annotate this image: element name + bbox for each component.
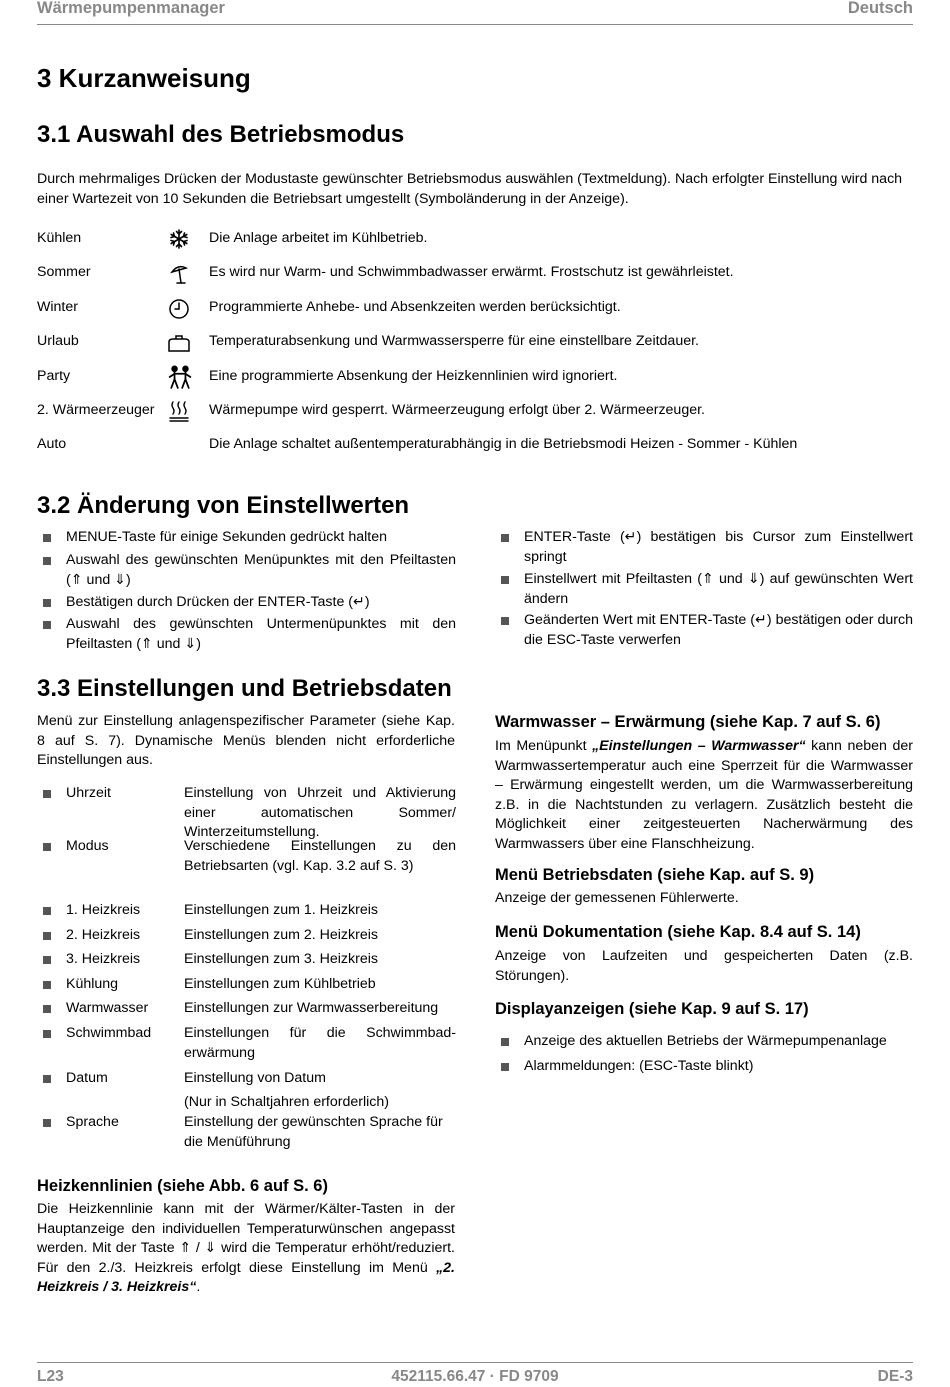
clock-icon <box>168 297 190 319</box>
parasol-icon <box>168 262 190 284</box>
page-header <box>37 0 913 25</box>
betriebsdaten-text: Anzeige der gemessenen Fühlerwerte. <box>495 890 739 906</box>
mode-name: Kühlen <box>37 230 82 246</box>
list-item: Anzeige des aktuellen Betriebs der Wärmepumpenanlage <box>524 1032 913 1052</box>
warmwasser-text <box>495 737 913 854</box>
menu-reference: „Einstellungen – Warmwasser“ <box>592 738 806 754</box>
settings-value: Einstellungen zur Warmwasserbereitung <box>184 1000 439 1016</box>
settings-key: 2. Heizkreis <box>66 927 141 943</box>
dokumentation-text: Anzeige von Laufzeiten und gespeicherten Daten (z.B. Störungen). <box>495 948 913 984</box>
menu-reference: „2. Heizkreis / 3. Heizkreis“ <box>37 1259 455 1295</box>
header-title: Wärmepumpenmanager <box>37 0 225 17</box>
settings-note: (Nur in Schaltjahren erforderlich) <box>184 1094 390 1110</box>
betriebsdaten-title: Menü Betriebsdaten (siehe Kap. auf S. 9) <box>495 866 815 884</box>
settings-key: Datum <box>66 1070 108 1086</box>
mode-description: Die Anlage arbeitet im Kühlbetrieb. <box>209 230 428 246</box>
header-language: Deutsch <box>847 0 913 17</box>
mode-row-winter <box>37 299 913 321</box>
page-footer <box>37 1362 913 1387</box>
mode-row-kuehlen <box>37 230 913 252</box>
mode-description: Wärmepumpe wird gesperrt. Wärmeerzeugung erfolgt über 2. Wärmeerzeuger. <box>209 402 705 418</box>
list-item: Alarmmeldungen: (ESC-Taste blinkt) <box>524 1057 913 1077</box>
list-item: ENTER-Taste (↵) bestätigen bis Cursor zum Einstellwert springt <box>524 528 913 567</box>
settings-key: 1. Heizkreis <box>66 902 141 918</box>
mode-description: Programmierte Anhebe- und Absenkzeiten werden berücksichtigt. <box>209 299 621 315</box>
mode-name: Party <box>37 368 71 384</box>
heizkennlinien-title: Heizkennlinien (siehe Abb. 6 auf S. 6) <box>37 1177 328 1195</box>
settings-key: Modus <box>66 838 109 854</box>
footer-document-number: 452115.66.47 · FD 9709 <box>391 1368 559 1385</box>
snowflake-icon <box>168 228 190 250</box>
section-3-1-title: 3.1 Auswahl des Betriebsmodus <box>37 121 405 148</box>
footer-page-number: DE-3 <box>877 1368 913 1385</box>
text-part: . <box>196 1279 201 1295</box>
settings-value: Einstellungen zum Kühlbetrieb <box>184 976 376 992</box>
settings-value: Verschiedene Einstellungen zu den Betriebsarten (vgl. Kap. 3.2 auf S. 3) <box>184 838 456 874</box>
settings-key: Sprache <box>66 1114 119 1130</box>
dokumentation-title: Menü Dokumentation (siehe Kap. 8.4 auf S. 14) <box>495 923 861 941</box>
settings-value: Einstellungen für die Schwimmbad-erwärmung <box>184 1025 456 1061</box>
text-part: Im Menüpunkt <box>495 738 593 754</box>
section-3-2-title: 3.2 Änderung von Einstellwerten <box>37 492 410 519</box>
list-item: Auswahl des gewünschten Menüpunktes mit den Pfeiltasten (⇑ und ⇓) <box>66 551 456 590</box>
section-3-3-intro: Menü zur Einstellung anlagenspezifischer Parameter (siehe Kap. 8 auf S. 7). Dynamische Menüs blenden nicht erforderliche Einstellungen aus. <box>37 713 455 768</box>
settings-key: Warmwasser <box>66 1000 149 1016</box>
footer-model: L23 <box>37 1368 64 1385</box>
text-part: Die Heizkennlinie kann mit der Wärmer/Kälter-Tasten in der Hauptanzeige den individuellen Temperaturwünschen angepasst werden. Mit der Taste ⇑ / ⇓ wird die Temperatur erhöht/reduziert. Für den 2./3. Heizkreis erfolgt diese Einstellung im Menü <box>37 1201 455 1276</box>
settings-key: 3. Heizkreis <box>66 951 141 967</box>
list-item: Geänderten Wert mit ENTER-Taste (↵) bestätigen oder durch die ESC-Taste verwerfen <box>524 611 913 650</box>
mode-description: Die Anlage schaltet außentemperaturabhängig in die Betriebsmodi Heizen - Sommer - Kühlen <box>209 436 798 452</box>
list-item: Einstellwert mit Pfeiltasten (⇑ und ⇓) auf gewünschten Wert ändern <box>524 570 913 609</box>
settings-value: Einstellung von Uhrzeit und Aktivierung einer automatischen Sommer/ Winterzeitumstellung. <box>184 785 456 840</box>
warmwasser-title: Warmwasser – Erwärmung (siehe Kap. 7 auf S. 6) <box>495 713 881 731</box>
list-item: MENUE-Taste für einige Sekunden gedrückt halten <box>66 528 456 548</box>
mode-name: Urlaub <box>37 333 79 349</box>
displayanzeigen-title: Displayanzeigen (siehe Kap. 9 auf S. 17) <box>495 1000 809 1018</box>
mode-name: Winter <box>37 299 78 315</box>
settings-value: Einstellungen zum 1. Heizkreis <box>184 902 378 918</box>
settings-value: Einstellung der gewünschten Sprache für die Menüführung <box>184 1114 443 1150</box>
settings-value: Einstellungen zum 2. Heizkreis <box>184 927 378 943</box>
settings-value: Einstellung von Datum <box>184 1070 326 1086</box>
mode-row-auto <box>37 436 913 458</box>
list-item: Auswahl des gewünschten Untermenüpunktes mit den Pfeiltasten (⇑ und ⇓) <box>66 615 456 654</box>
suitcase-icon <box>168 331 190 353</box>
mode-row-sommer <box>37 264 913 286</box>
mode-name: Sommer <box>37 264 91 280</box>
dancing-people-icon <box>168 364 192 390</box>
settings-key: Kühlung <box>66 976 119 992</box>
chapter-title: 3 Kurzanweisung <box>37 63 251 93</box>
mode-row-party <box>37 368 913 390</box>
settings-key: Schwimmbad <box>66 1025 152 1041</box>
mode-name: 2. Wärmeerzeuger <box>37 402 155 418</box>
settings-value: Einstellungen zum 3. Heizkreis <box>184 951 378 967</box>
text-part: kann neben der Warmwassertemperatur auch eine Sperrzeit für die Warmwasser – Erwärmung eingestellt werden, um die Warmwasserbereitung z.B. in die Nachtstunden zu verlagern. Zusätzlich besteht die Möglichkeit einer zeitgesteuerten Nacherwärmung des Warmwassers über eine Flanschheizung. <box>495 738 913 852</box>
mode-row-urlaub <box>37 333 913 355</box>
list-item: Bestätigen durch Drücken der ENTER-Taste (↵) <box>66 593 456 613</box>
mode-description: Temperaturabsenkung und Warmwassersperre für eine einstellbare Zeitdauer. <box>209 333 699 349</box>
mode-row-waermeerzeuger <box>37 402 913 424</box>
section-3-1-intro: Durch mehrmaliges Drücken der Modustaste gewünschter Betriebsmodus auswählen (Textmeldung). Nach erfolgter Einstellung wird nach einer Wartezeit von 10 Sekunden die Betriebsart umgestellt (Symboländerung in der Anzeige). <box>37 171 903 207</box>
mode-description: Eine programmierte Absenkung der Heizkennlinien wird ignoriert. <box>209 368 618 384</box>
mode-description: Es wird nur Warm- und Schwimmbadwasser erwärmt. Frostschutz ist gewährleistet. <box>209 264 734 280</box>
settings-key: Uhrzeit <box>66 785 111 801</box>
section-3-3-title: 3.3 Einstellungen und Betriebsdaten <box>37 675 452 702</box>
heizkennlinien-text <box>37 1200 455 1298</box>
mode-name: Auto <box>37 436 67 452</box>
heat-waves-icon <box>168 400 190 422</box>
